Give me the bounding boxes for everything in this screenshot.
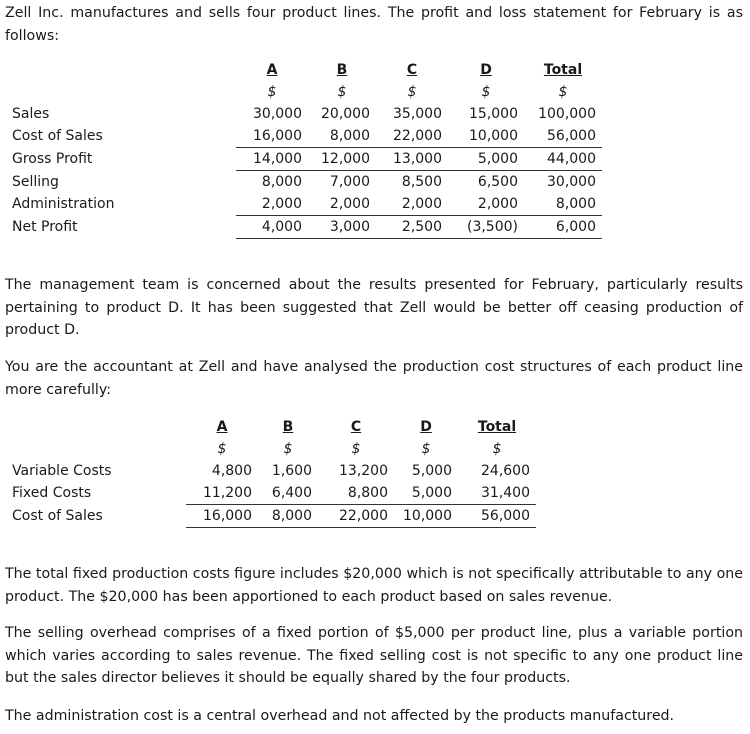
cell-total: 24,600 [481,463,530,479]
cell-b: 8,000 [329,128,370,144]
currency-blank [12,438,186,460]
cell-total: 8,000 [555,196,596,212]
cell-d: (3,500) [448,216,524,239]
table-row-net-profit [12,216,602,239]
cell-d: 5,000 [411,485,452,501]
currency-c: $ [351,441,361,457]
cell-a: 4,800 [211,463,252,479]
table-row-fixed-costs [12,482,536,505]
cell-c: 8,500 [376,171,448,194]
cell-b: 20,000 [321,106,370,122]
row-label: Net Profit [12,219,78,235]
fixed-costs-paragraph: The total fixed production costs figure includes $20,000 which is not specifically attributable to any one product. The $20,000 has been apportioned to each product based on sales revenue. [5,566,743,605]
cell-a: 4,000 [236,216,308,239]
currency-d: $ [421,441,431,457]
cell-c: 13,000 [376,148,448,171]
currency-b: $ [283,441,293,457]
table-header-row [12,416,536,438]
row-label: Sales [12,106,50,122]
cell-a: 11,200 [203,485,252,501]
cell-total: 44,000 [524,148,602,171]
intro-paragraph: Zell Inc. manufactures and sells four product lines. The profit and loss statement for February is as follows: [5,5,743,44]
column-header-b: B [336,62,348,78]
column-header-b: B [282,419,294,435]
table-row-cost-of-sales [12,125,602,148]
cell-total: 30,000 [524,171,602,194]
administration-paragraph: The administration cost is a central overhead and not affected by the products manufactured. [5,708,675,724]
currency-d: $ [481,84,491,100]
cell-b: 7,000 [308,171,376,194]
header-blank [12,59,236,81]
cell-d: 10,000 [469,128,518,144]
cell-total: 6,000 [524,216,602,239]
cell-a: 16,000 [186,505,258,528]
column-header-a: A [266,62,278,78]
column-header-d: D [420,419,432,435]
cell-c: 2,500 [376,216,448,239]
cell-d: 5,000 [411,463,452,479]
cell-c: 22,000 [318,505,394,528]
cell-a: 8,000 [236,171,308,194]
row-label: Variable Costs [12,463,112,479]
cell-d: 5,000 [448,148,524,171]
row-label: Administration [12,196,115,213]
currency-a: $ [267,84,277,100]
cell-d: 10,000 [394,505,458,528]
selling-overhead-paragraph: The selling overhead comprises of a fixed portion of $5,000 per product line, plus a variable portion which varies according to sales revenue. The fixed selling cost is not specific to any one product line but the sales director believes it should be equally shared by the four products. [5,625,743,686]
cell-d: 2,000 [477,196,518,212]
header-blank [12,416,186,438]
profit-loss-table [12,59,602,239]
cell-total: 56,000 [458,505,536,528]
currency-b: $ [337,84,347,100]
table-row-selling [12,171,602,194]
table-header-row [12,59,602,81]
currency-row [12,438,536,460]
cell-c: 8,800 [347,485,388,501]
cell-b: 12,000 [308,148,376,171]
currency-total: $ [558,84,568,100]
column-header-c: C [350,419,362,435]
cell-b: 1,600 [271,463,312,479]
currency-row [12,81,602,103]
column-header-total: Total [543,62,583,78]
cell-d: 15,000 [469,106,518,122]
cell-total: 100,000 [538,106,596,122]
cell-c: 22,000 [393,128,442,144]
currency-total: $ [492,441,502,457]
cell-a: 30,000 [253,106,302,122]
cell-total: 56,000 [547,128,596,144]
table-row-gross-profit [12,148,602,171]
column-header-c: C [406,62,418,78]
cell-a: 16,000 [253,128,302,144]
row-label: Cost of Sales [12,508,103,524]
cell-c: 2,000 [401,196,442,212]
cell-a: 14,000 [236,148,308,171]
table-row-variable-costs [12,460,536,482]
row-label: Cost of Sales [12,128,103,145]
cell-b: 6,400 [271,485,312,501]
cell-c: 13,200 [339,463,388,479]
table-row-sales [12,103,602,125]
currency-c: $ [407,84,417,100]
concern-paragraph: The management team is concerned about the results presented for February, particularly results pertaining to product D. It has been suggested that Zell would be better off ceasing production of product D. [5,277,743,338]
table-row-administration [12,193,602,216]
cell-d: 6,500 [448,171,524,194]
row-label: Selling [12,173,59,190]
currency-a: $ [217,441,227,457]
row-label: Fixed Costs [12,485,92,502]
accountant-paragraph: You are the accountant at Zell and have analysed the production cost structures of each product line more carefully: [5,359,743,398]
currency-blank [12,81,236,103]
cell-b: 3,000 [308,216,376,239]
table-row-cost-of-sales [12,505,536,528]
column-header-a: A [216,419,228,435]
column-header-total: Total [477,419,517,435]
cell-b: 8,000 [258,505,318,528]
row-label: Gross Profit [12,151,93,167]
cell-b: 2,000 [329,196,370,212]
cell-c: 35,000 [393,106,442,122]
cost-structure-table [12,416,536,528]
column-header-d: D [480,62,492,78]
cell-a: 2,000 [261,196,302,212]
cell-total: 31,400 [481,485,530,501]
